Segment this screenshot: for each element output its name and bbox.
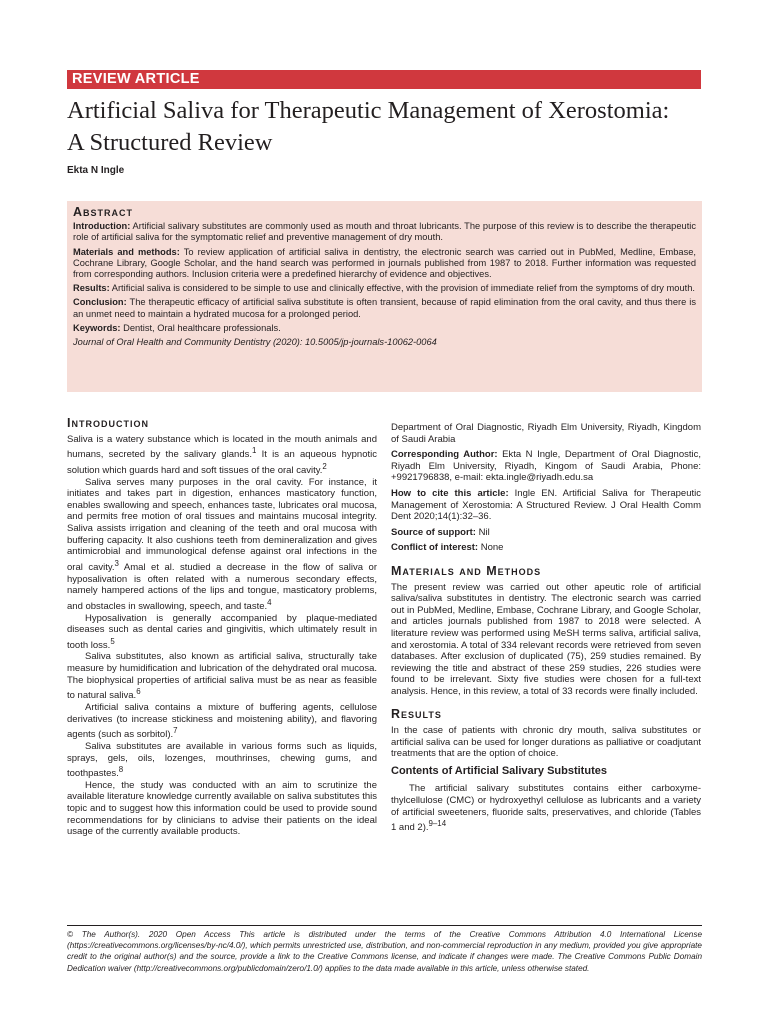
how-to-cite: How to cite this article: Ingle EN. Artificial Saliva for Therapeutic Management of Xerostomia: A Structured Review. J Oral Health Comm Dent 2020;14(1):32–36. [391,487,701,523]
methods-heading: Materials and Methods [391,563,542,578]
footer-divider [67,925,702,926]
methods-section [391,563,701,698]
intro-paragraph-6: Saliva substitutes are available in various forms such as liquids, sprays, gels, oils, lozenges, mouthrinses, chewing gums, and toothpastes.$^8$ [67,740,377,780]
right-column [391,422,701,834]
author-name: Ekta N Ingle [67,165,125,176]
introduction-heading: Introduction [67,416,149,430]
intro-paragraph-4: Saliva substitutes, also known as artificial saliva, structurally take measure by humidification and lubrication of the dehydrated oral mucosa. The biophysical properties of artificial saliva must be as near as feasible to natural saliva.$^6$ [67,651,377,702]
left-column [67,418,377,838]
results-paragraph-2: The artificial salivary substitutes contains either carboxyme-thylcellulose (CMC) or hydroxyethyl cellulose as lubricants and a variety of artificial sweeteners, fluoride salts, preservatives, and chloride (Tables 1 and 2).$^{9-14}$ [391,783,701,834]
conflict-of-interest: Conflict of interest: None [391,542,504,554]
abstract-box [67,201,702,392]
author-affiliation-block [391,422,701,554]
corresponding-author: Corresponding Author: Ekta N Ingle, Department of Oral Diagnostic, Riyadh Elm University, Riyadh, Kingom of Saudi Arabia, Phone: +9921796838, e-mail: ekta.ingle@riyadh.edu.sa [391,449,701,484]
abstract-heading: Abstract [73,205,134,219]
results-section [391,709,701,834]
article-type-banner [67,70,701,89]
intro-paragraph-5: Artificial saliva contains a mixture of buffering agents, cellulose derivatives (to increase stickiness and moistening ability), and flavoring agents (such as sorbitol).$^7$ [67,702,377,741]
intro-paragraph-7: Hence, the study was conducted with an aim to scrutinize the available literature knowledge currently available on saliva substitutes this topic and to suggest how this information could be used to provide sound recommendations for by clinicians to advise their patients on the ideal usage of the currently available products. [67,779,377,838]
journal-citation: Journal of Oral Health and Community Dentistry (2020): 10.5005/jp-journals-10062-0064 [73,337,437,348]
article-type-label: REVIEW ARTICLE [72,71,200,87]
results-paragraph-1: In the case of patients with chronic dry mouth, saliva substitutes or artificial saliva can be used for longer durations as palliative or coadjutant treatments that are the option of choice. [391,725,701,760]
title-line-1: Artificial Saliva for Therapeutic Management of Xerostomia: [67,97,670,124]
intro-paragraph-2: Saliva serves many purposes in the oral cavity. For instance, it initiates and takes part in digestion, enhances masticatory function, enables swallowing and speech, enhances taste, lubricates oral mucosa, and permits free motion of oral tissues and maintains mucosal integrity. Saliva assists irrigation and cleaning of the teeth and oral mucosa with buffering capacity. It also cushions teeth from demineralization and gives antimicrobial and immunological defense against oral infections in the oral cavity.$^3$ Amal et al. studied a decrease in the flow of saliva or hyposalivation is often related with a numerous secondary effects, namely hampered actions of the lips and tongue, masticatory problems, and obstacles in swallowing, speech, and taste.$^4$ [67,476,377,612]
title-line-2: A Structured Review [67,129,273,156]
abstract-results: Results: Artificial saliva is considered to be simple to use and clinically effective, with the provision of immediate relief from the symptoms of dry mouth. [73,283,695,294]
source-of-support: Source of support: Nil [391,526,490,538]
abstract-conclusion: Conclusion: The therapeutic efficacy of artificial saliva substitute is often transient, because of rapid elimination from the oral cavity, and thus there is an unmet need to maintain a hydrated mucosa for a prolonged period. [73,297,696,319]
results-heading: Results [391,707,442,722]
abstract-methods: Materials and methods: To review application of artificial saliva in dentistry, the electronic search was carried out in PubMed, Medline, Embase, Cochrane Library, Google Scholar, and the hand search was performed in journals published from 1987 to 2018. Further information was requested from corresponding authors. Inclusion criteria were a predefined hierarchy of evidence and objectives. [73,246,697,280]
abstract-introduction: Introduction: Artificial salivary substitutes are commonly used as mouth and throat lubricants. The purpose of this review is to describe the therapeutic role of artificial saliva for the symptomatic relief and preventive management of dry mouth. [73,221,696,243]
article-title [67,95,707,159]
license-footer: © The Author(s). 2020 Open Access This article is distributed under the terms of the Creative Commons Attribution 4.0 International License (https://creativecommons.org/licenses/by-nc/4.0/), which permits unrestricted use, distribution, and non-commercial reproduction in any medium, provided you give appropriate credit to the original author(s) and the source, provide a link to the Creative Commons license, and indicate if changes were made. The Creative Commons Public Domain Dedication waiver (http://creativecommons.org/publicdomain/zero/1.0/) applies to the data made available in this article, unless otherwise stated. [67,930,702,973]
abstract-keywords: Keywords: Dentist, Oral healthcare professionals. [73,322,281,333]
intro-paragraph-1: Saliva is a watery substance which is located in the mouth animals and humans, secreted by the salivary glands.$^1$ It is an aqueous hypnotic solution which guards hard and soft tissues of the oral cavity.$^2$ [67,433,377,477]
affiliation-department: Department of Oral Diagnostic, Riyadh Elm University, Riyadh, Kingdom of Saudi Arabia [391,422,701,445]
intro-paragraph-3: Hyposalivation is generally accompanied by plaque-mediated diseases such as dental caries and gingivitis, which ultimately result in tooth loss.$^5$ [67,612,377,651]
results-subheading: Contents of Artificial Salivary Substitutes [391,764,607,777]
methods-paragraph: The present review was carried out other apeutic role of artificial saliva/saliva substitutes in dentistry. The electronic search was carried out in PubMed, Medline, Embase, Cochrane Library, and Google Scholar, and articles journals published from 1987 to 2018 were selected. A literature review was performed using MeSH terms saliva, artificial saliva, and xerostomia. A total of 334 relevant records were retrieved from seven databases. After exclusion of duplicated (75), 259 studies remained. By reviewing the title and abstract of these 259 studies, 226 studies were found to be irrelevant. Sixty five studies were chosen for a full-text analysis. Hence, in this review, a total of 33 records were finally included. [391,581,701,697]
